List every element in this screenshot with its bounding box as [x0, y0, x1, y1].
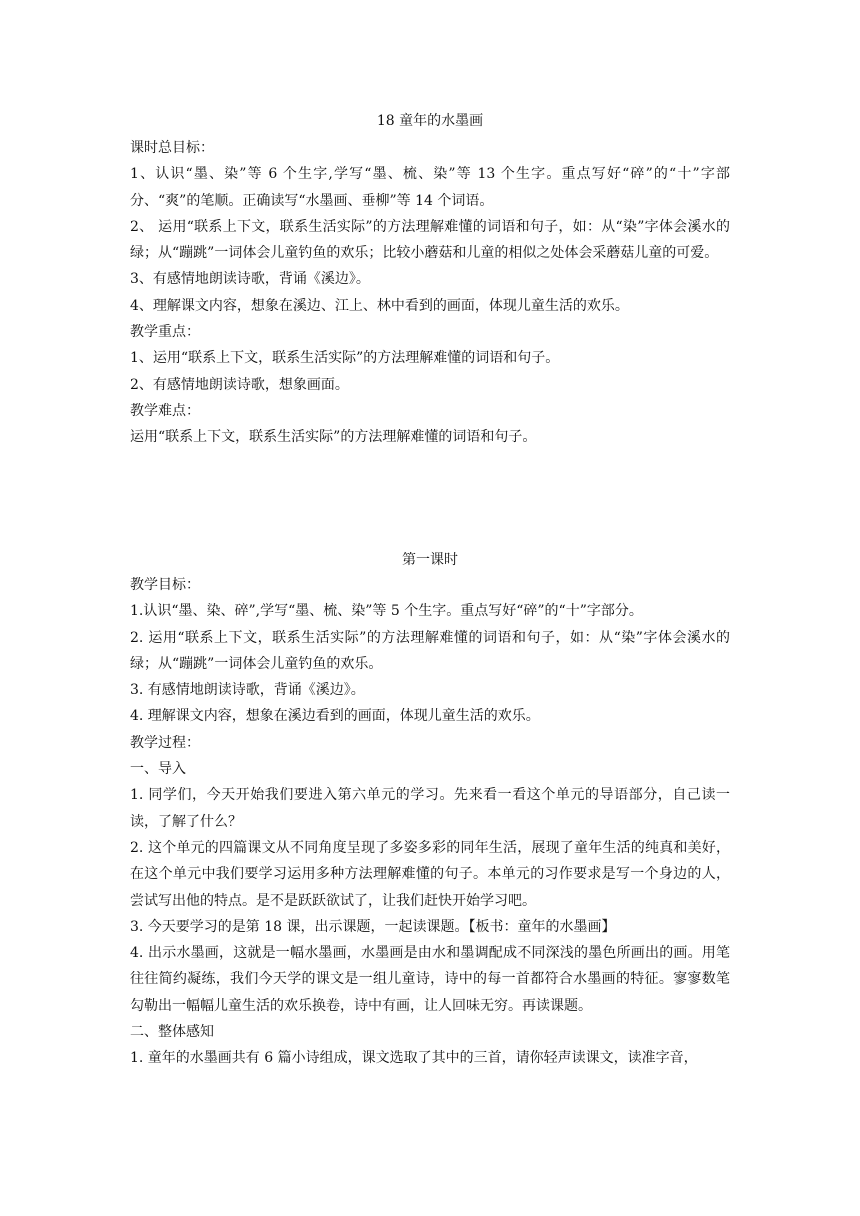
difficulty-1: 运用“联系上下文，联系生活实际”的方法理解难懂的词语和句子。 — [130, 429, 537, 446]
overall-goal-4: 4、理解课文内容，想象在溪边、江上、林中看到的画面，体现儿童生活的欢乐。 — [130, 297, 629, 314]
difficulties-heading: 教学难点： — [130, 402, 200, 419]
first-lesson-section — [130, 572, 730, 1072]
intro-item-4: 4. 出示水墨画，这就是一幅水墨画，水墨画是由水和墨调配成不同深浅的墨色所画出的画。用笔往往简约凝练，我们今天学的课文是一组儿童诗，诗中的每一首都符合水墨画的特征。寥寥数笔勾勒出一幅幅儿童生活的欢乐换卷，诗中有画，让人回味无穷。再读课题。 — [130, 945, 730, 1014]
overall-goal-3: 3、有感情地朗读诗歌，背诵《溪边》。 — [130, 271, 370, 288]
section-intro-heading: 一、导入 — [130, 761, 186, 778]
lesson-title: 18 童年的水墨画 — [376, 113, 484, 129]
lesson-goal-2: 2. 运用“联系上下文，联系生活实际”的方法理解难懂的词语和句子，如：从“染”字体会溪水的绿；从“蹦跳”一词体会儿童钓鱼的欢乐。 — [130, 629, 730, 672]
intro-item-2: 2. 这个单元的四篇课文从不同角度呈现了多姿多彩的同年生活，展现了童年生活的纯真和美好，在这个单元中我们要学习运用多种方法理解难懂的句子。本单元的习作要求是写一个身边的人，尝试写出他的特点。是不是跃跃欲试了，让我们赶快开始学习吧。 — [130, 839, 730, 909]
overview-item-1: 1. 童年的水墨画共有 6 篇小诗组成，课文选取了其中的三首，请你轻声读课文，读准字音， — [130, 1050, 698, 1067]
overview-section — [130, 135, 730, 451]
key-point-2: 2、有感情地朗读诗歌，想象画面。 — [130, 376, 349, 393]
overall-goals-heading: 课时总目标： — [130, 140, 214, 156]
section-overview-heading: 二、整体感知 — [130, 1024, 214, 1041]
lesson-goals-heading: 教学目标： — [130, 577, 200, 593]
lesson-goal-4: 4. 理解课文内容，想象在溪边看到的画面，体现儿童生活的欢乐。 — [130, 708, 540, 725]
process-heading: 教学过程： — [130, 734, 200, 751]
key-points-heading: 教学重点： — [130, 324, 200, 341]
lesson-goal-1: 1.认识“墨、染、碎”,学写“墨、梳、染”等 5 个生字。重点写好“碎”的“十”字部分。 — [130, 603, 643, 620]
intro-item-3: 3. 今天要学习的是第 18 课，出示课题，一起读课题。【板书：童年的水墨画】 — [130, 918, 616, 935]
first-lesson-title: 第一课时 — [402, 552, 458, 568]
overall-goal-1: 1、认识“墨、染”等 6 个生字,学写“墨、梳、染”等 13 个生字。重点写好“碎”的“十”字部分、“爽”的笔顺。正确读写“水墨画、垂柳”等 14 个词语。 — [130, 166, 730, 209]
intro-item-1: 1. 同学们，今天开始我们要进入第六单元的学习。先来看一看这个单元的导语部分，自己读一读，了解了什么？ — [130, 787, 730, 830]
key-point-1: 1、运用“联系上下文，联系生活实际”的方法理解难懂的词语和句子。 — [130, 350, 560, 367]
lesson-goal-3: 3. 有感情地朗读诗歌，背诵《溪边》。 — [130, 682, 365, 699]
overall-goal-2: 2、 运用“联系上下文，联系生活实际”的方法理解难懂的词语和句子，如：从“染”字体会溪水的绿；从“蹦跳”一词体会儿童钓鱼的欢乐；比较小蘑菇和儿童的相似之处体会采蘑菇儿童的可爱。 — [130, 218, 730, 262]
